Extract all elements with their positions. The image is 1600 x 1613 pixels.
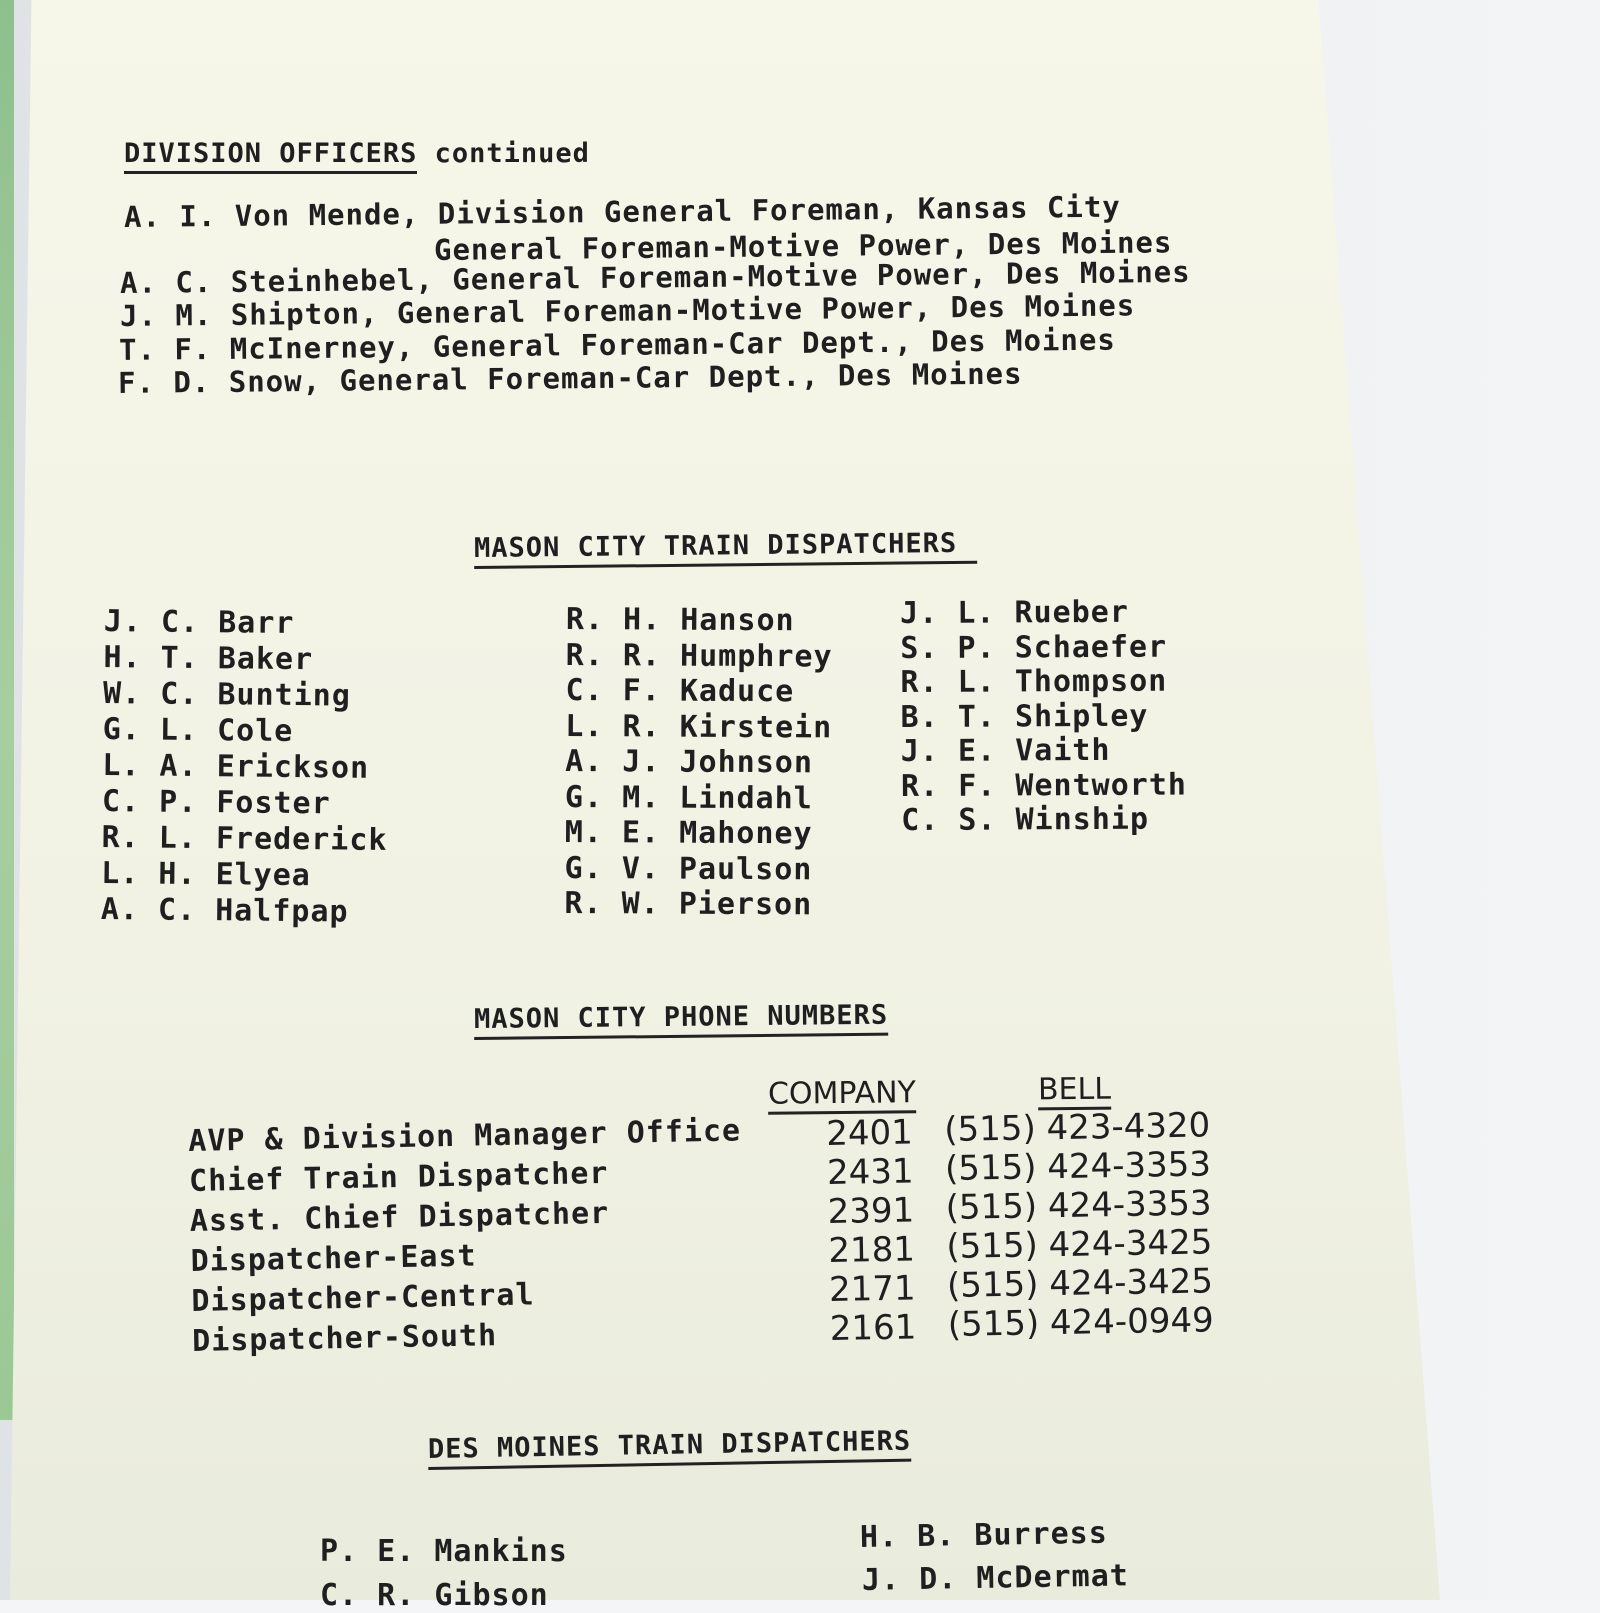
dispatcher-name: J. E. Vaith bbox=[900, 732, 1111, 769]
dispatchers-column-1 bbox=[101, 604, 390, 931]
mason-city-dispatchers-title: MASON CITY TRAIN DISPATCHERS bbox=[474, 528, 978, 569]
phone-row-label: AVP & Division Manager Office bbox=[188, 1113, 742, 1159]
officer-line: A. C. Steinhebel, General Foreman-Motive Power, Des Moines bbox=[119, 254, 1191, 300]
dispatcher-name: G. M. Lindahl bbox=[564, 779, 813, 816]
des-moines-dispatchers-heading bbox=[428, 1426, 912, 1465]
dispatcher-name: J. C. Barr bbox=[103, 604, 295, 641]
company-number: 2171 bbox=[828, 1268, 916, 1310]
officer-line: General Foreman-Motive Power, Des Moines bbox=[433, 225, 1173, 267]
dispatcher-name: C. F. Kaduce bbox=[565, 672, 795, 710]
dispatcher-name: J. D. McDermat bbox=[861, 1558, 1130, 1598]
dispatcher-name: H. B. Burress bbox=[859, 1515, 1109, 1555]
dispatcher-name: L. A. Erickson bbox=[102, 747, 370, 786]
dispatcher-name: P. E. Mankins bbox=[320, 1534, 568, 1569]
dispatcher-name: L. H. Elyea bbox=[100, 855, 312, 894]
phone-row-label: Dispatcher-East bbox=[190, 1238, 477, 1279]
dispatcher-name: B. T. Shipley bbox=[900, 698, 1149, 735]
bell-number: (515) 424-3425 bbox=[946, 1261, 1214, 1306]
bell-number: (515) 424-0949 bbox=[947, 1300, 1214, 1345]
officer-line: T. F. McInerney, General Foreman-Car Dept., Des Moines bbox=[118, 322, 1116, 367]
bell-number: (515) 424-3425 bbox=[946, 1222, 1213, 1267]
dispatcher-name: R. R. Humphrey bbox=[565, 637, 833, 674]
phone-row-label: Dispatcher-Central bbox=[191, 1277, 535, 1319]
dispatcher-name: M. E. Mahoney bbox=[564, 814, 813, 852]
dispatcher-name: C. R. Gibson bbox=[320, 1578, 549, 1613]
dispatcher-name: W. C. Bunting bbox=[102, 675, 352, 714]
dispatcher-name: R. L. Thompson bbox=[900, 663, 1168, 700]
dispatcher-name: A. C. Halfpap bbox=[100, 891, 349, 930]
company-number: 2401 bbox=[826, 1112, 914, 1154]
dispatcher-name: C. P. Foster bbox=[101, 783, 331, 822]
officer-line: A. I. Von Mende, Division General Foreman, Kansas City bbox=[123, 189, 1121, 234]
company-column-header: COMPANY bbox=[768, 1075, 916, 1115]
phone-row-label: Asst. Chief Dispatcher bbox=[189, 1195, 610, 1239]
bell-number: (515) 424-3353 bbox=[945, 1183, 1212, 1228]
company-numbers bbox=[826, 1112, 917, 1347]
company-number: 2391 bbox=[827, 1190, 915, 1232]
bell-number: (515) 423-4320 bbox=[944, 1105, 1211, 1150]
dispatcher-name: S. P. Schaefer bbox=[900, 629, 1168, 666]
officer-line: F. D. Snow, General Foreman-Car Dept., Des Moines bbox=[117, 356, 1023, 400]
dispatcher-name: A. J. Johnson bbox=[565, 743, 814, 781]
dispatcher-name: R. W. Pierson bbox=[564, 885, 813, 923]
bell-number: (515) 424-3353 bbox=[944, 1144, 1212, 1189]
bell-column-header: BELL bbox=[1038, 1072, 1111, 1111]
dispatcher-name: G. L. Cole bbox=[102, 711, 294, 749]
mason-city-phones-heading bbox=[474, 1000, 888, 1035]
dispatchers-column-2 bbox=[564, 602, 833, 923]
mason-city-dispatchers-heading bbox=[474, 528, 977, 564]
mason-city-phones-title: MASON CITY PHONE NUMBERS bbox=[474, 1000, 888, 1040]
bell-numbers bbox=[944, 1105, 1214, 1344]
dispatcher-name: L. R. Kirstein bbox=[565, 708, 833, 745]
officer-line: J. M. Shipton, General Foreman-Motive Power, Des Moines bbox=[119, 288, 1136, 333]
phone-labels bbox=[188, 1113, 745, 1364]
company-number: 2431 bbox=[826, 1151, 914, 1193]
division-officers-suffix: continued bbox=[434, 138, 590, 169]
division-officers-title: DIVISION OFFICERS bbox=[124, 138, 417, 174]
dispatcher-name: R. H. Hanson bbox=[565, 602, 795, 639]
company-number: 2181 bbox=[828, 1229, 916, 1271]
dispatcher-name: H. T. Baker bbox=[103, 639, 314, 678]
phone-row-label: Dispatcher-South bbox=[191, 1318, 498, 1359]
dispatcher-name: R. L. Frederick bbox=[101, 819, 388, 858]
division-officers-heading bbox=[124, 138, 590, 169]
company-number: 2161 bbox=[829, 1307, 917, 1349]
dispatchers-column-3 bbox=[900, 595, 1187, 838]
dispatcher-name: C. S. Winship bbox=[901, 801, 1150, 838]
phone-row-label: Chief Train Dispatcher bbox=[188, 1155, 609, 1199]
dispatcher-name: J. L. Rueber bbox=[900, 594, 1129, 631]
dispatcher-name: R. F. Wentworth bbox=[900, 767, 1188, 804]
dispatcher-name: G. V. Paulson bbox=[564, 850, 813, 887]
des-moines-dispatchers-title: DES MOINES TRAIN DISPATCHERS bbox=[428, 1426, 912, 1470]
